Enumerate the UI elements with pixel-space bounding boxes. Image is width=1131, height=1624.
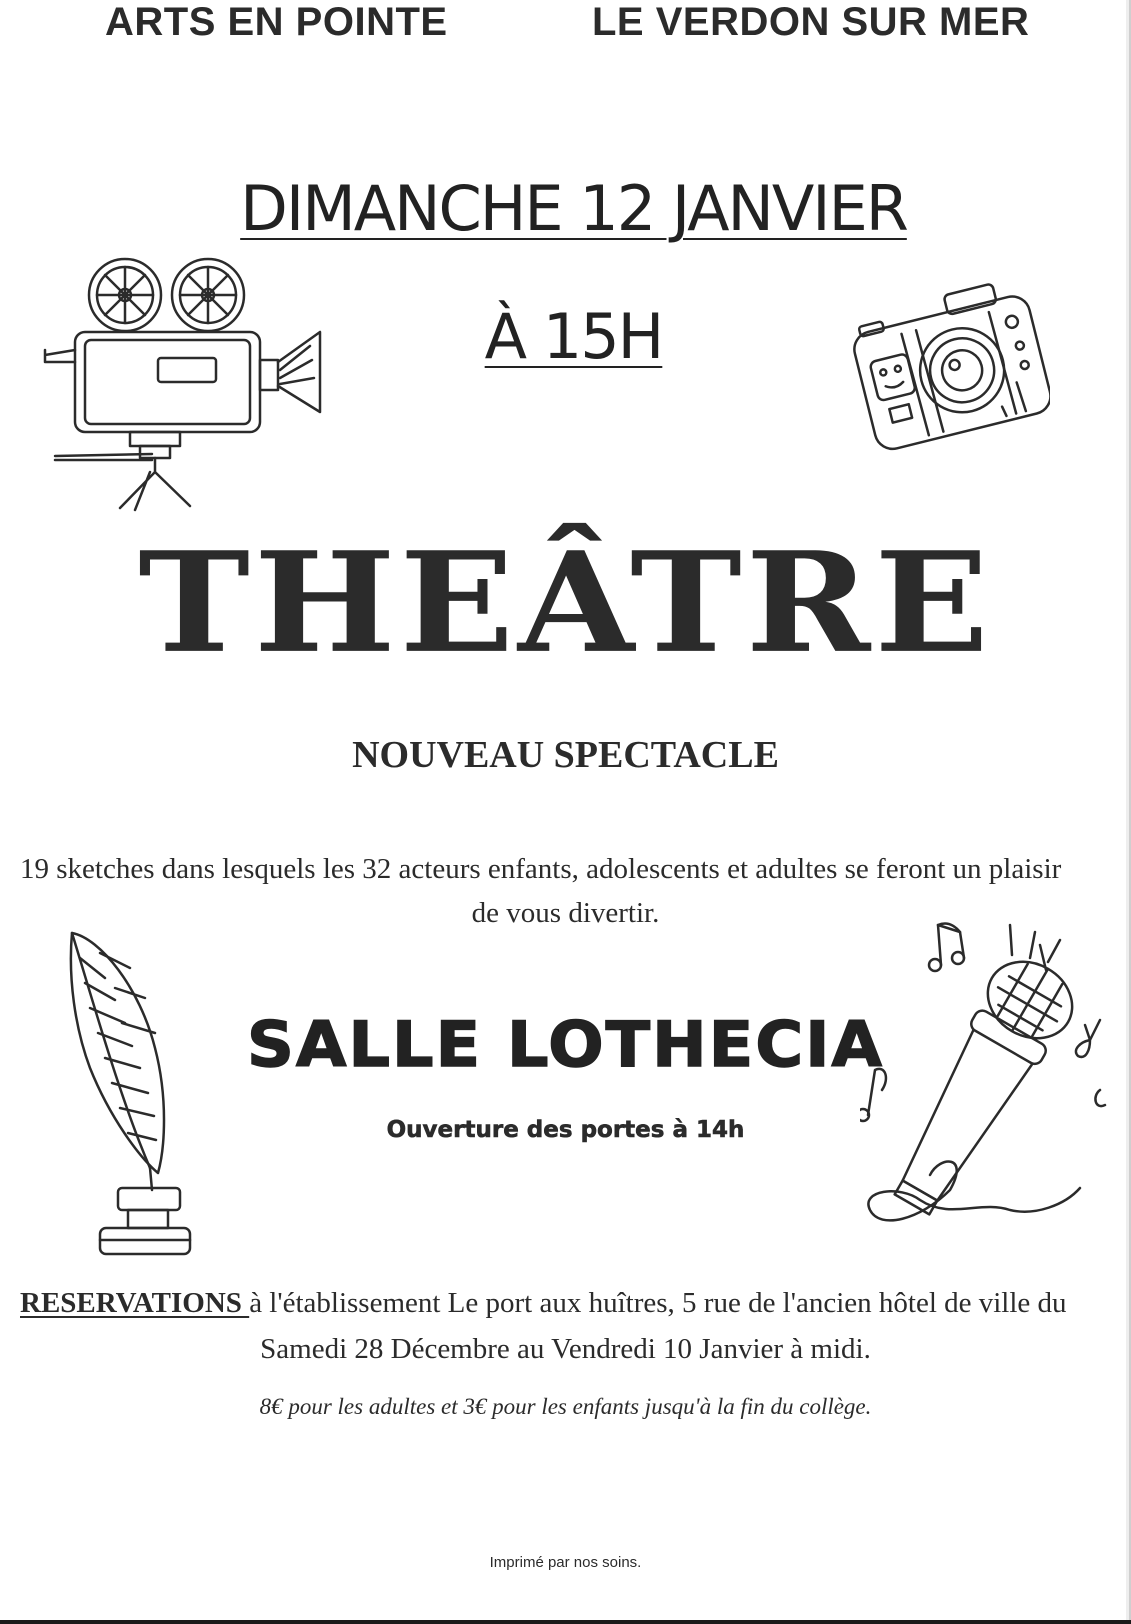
reservation-details — [20, 1287, 1067, 1320]
reservation-dates: Samedi 28 Décembre au Vendredi 10 Janvier à midi. — [260, 1333, 871, 1365]
venue-name: SALLE LOTHECIA — [246, 1008, 885, 1081]
photo-camera-icon — [850, 268, 1050, 458]
reservation-location: à l'établissement Le port aux huîtres, 5 rue de l'ancien hôtel de ville du — [249, 1287, 1067, 1319]
description-line-1: 19 sketches dans lesquels les 32 acteurs enfants, adolescents et adultes se feront un plaisir — [20, 853, 1062, 885]
show-title: THEÂTRE — [138, 522, 993, 684]
town-name: LE VERDON SUR MER — [592, 0, 1030, 44]
show-subtitle: NOUVEAU SPECTACLE — [352, 734, 779, 776]
film-camera-icon — [40, 250, 330, 520]
bottom-edge — [0, 1620, 1131, 1624]
event-time-text: À 15H — [484, 300, 663, 373]
ticket-prices: 8€ pour les adultes et 3€ pour les enfants jusqu'à la fin du collège. — [259, 1394, 872, 1419]
event-date — [8, 172, 1131, 245]
description-line-2: de vous divertir. — [471, 897, 660, 929]
quill-inkwell-icon — [60, 928, 200, 1258]
doors-opening: Ouverture des portes à 14h — [386, 1117, 745, 1143]
organizer-name: ARTS EN POINTE — [105, 0, 448, 44]
printed-by-note: Imprimé par nos soins. — [489, 1554, 642, 1571]
event-date-text: DIMANCHE 12 JANVIER — [240, 172, 907, 245]
microphone-icon — [860, 920, 1131, 1260]
reservations-label: RESERVATIONS — [20, 1287, 250, 1319]
